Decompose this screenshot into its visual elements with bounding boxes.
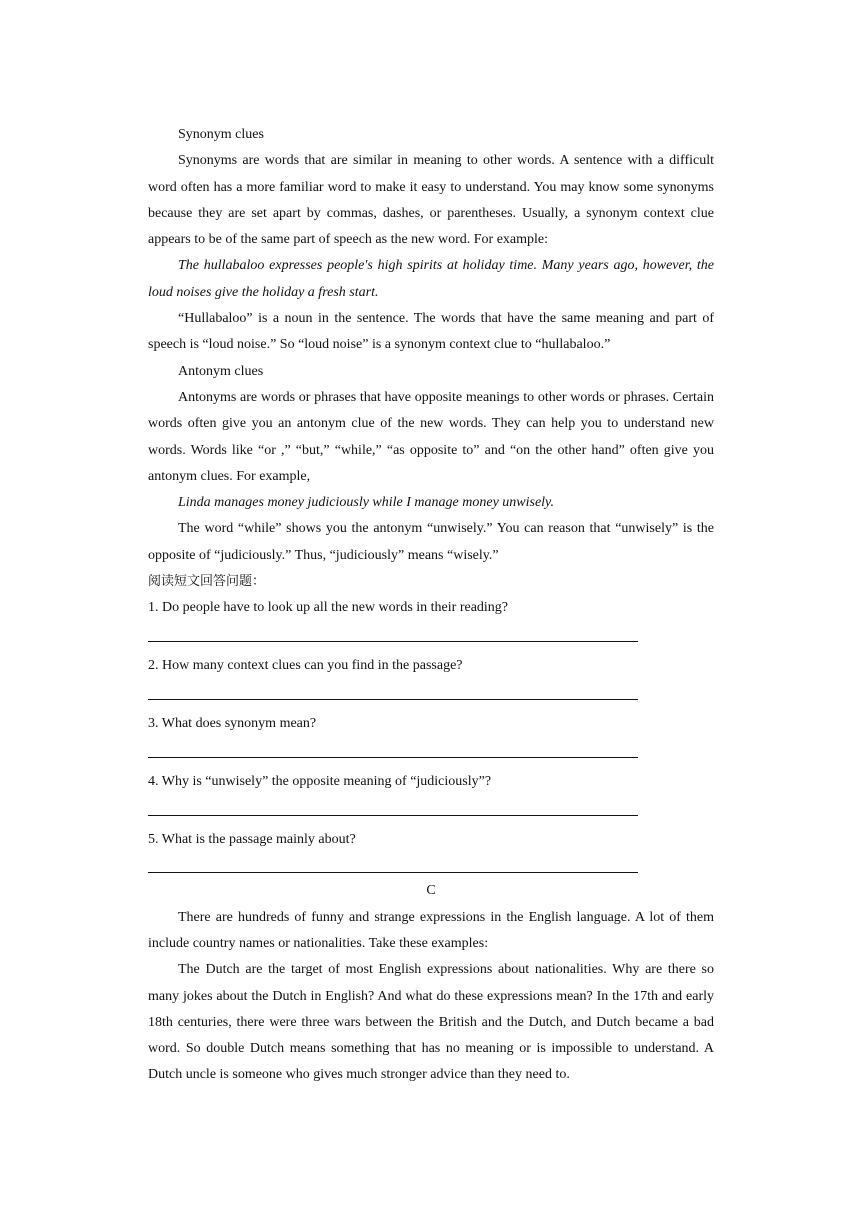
section-c-paragraph-1: There are hundreds of funny and strange expressions in the English language. A lot of them include country names or nationalities. Take these examples: xyxy=(148,909,714,951)
synonym-heading: Synonym clues xyxy=(178,127,264,142)
document-page xyxy=(148,122,714,1089)
synonym-paragraph-1: Synonyms are words that are similar in meaning to other words. A sentence with a difficult word often has a more familiar word to make it easy to understand. You may know some synonyms because they are set apart by commas, dashes, or parentheses. Usually, a synonym context clue appears to be of the same part of speech as the new word. For example: xyxy=(148,153,714,248)
question-5: 5. What is the passage mainly about? xyxy=(148,831,356,847)
question-1: 1. Do people have to look up all the new words in their reading? xyxy=(148,600,509,616)
section-c-label: C xyxy=(426,883,436,899)
synonym-example: The hullabaloo expresses people's high spirits at holiday time. Many years ago, however, the loud noises give the holiday a fresh start. xyxy=(148,258,714,300)
antonym-paragraph-2: The word “while” shows you the antonym “unwisely.” You can reason that “unwisely” is the opposite of “judiciously.” Thus, “judiciously” means “wisely.” xyxy=(148,521,714,563)
synonym-paragraph-2: “Hullabaloo” is a noun in the sentence. The words that have the same meaning and part of speech is “loud noise.” So “loud noise” is a synonym context clue to “hullabaloo.” xyxy=(148,311,714,353)
instruction-text: 阅读短文回答问题： xyxy=(148,574,266,590)
antonym-example: Linda manages money judiciously while I manage money unwisely. xyxy=(178,495,554,511)
antonym-heading: Antonym clues xyxy=(178,363,264,379)
question-2: 2. How many context clues can you find in the passage? xyxy=(148,658,463,674)
question-3: 3. What does synonym mean? xyxy=(148,715,317,731)
question-4: 4. Why is “unwisely” the opposite meaning of “judiciously”? xyxy=(148,773,492,789)
section-c-paragraph-2: The Dutch are the target of most English expressions about nationalities. Why are there so many jokes about the Dutch in English? And what do these expressions mean? In the 17th and early 18th centuries, there were three wars between the British and the Dutch, and Dutch became a bad word. So double Dutch means something that has no meaning or is impossible to understand. A Dutch uncle is someone who gives much stronger advice than they need to. xyxy=(148,962,714,1083)
antonym-paragraph-1: Antonyms are words or phrases that have opposite meanings to other words or phrases. Certain words often give you an antonym clue of the new words. They can help you to understand new words. Words like “or ,” “but,” “while,” “as opposite to” and “on the other hand” often give you antonym clues. For example, xyxy=(148,389,714,484)
